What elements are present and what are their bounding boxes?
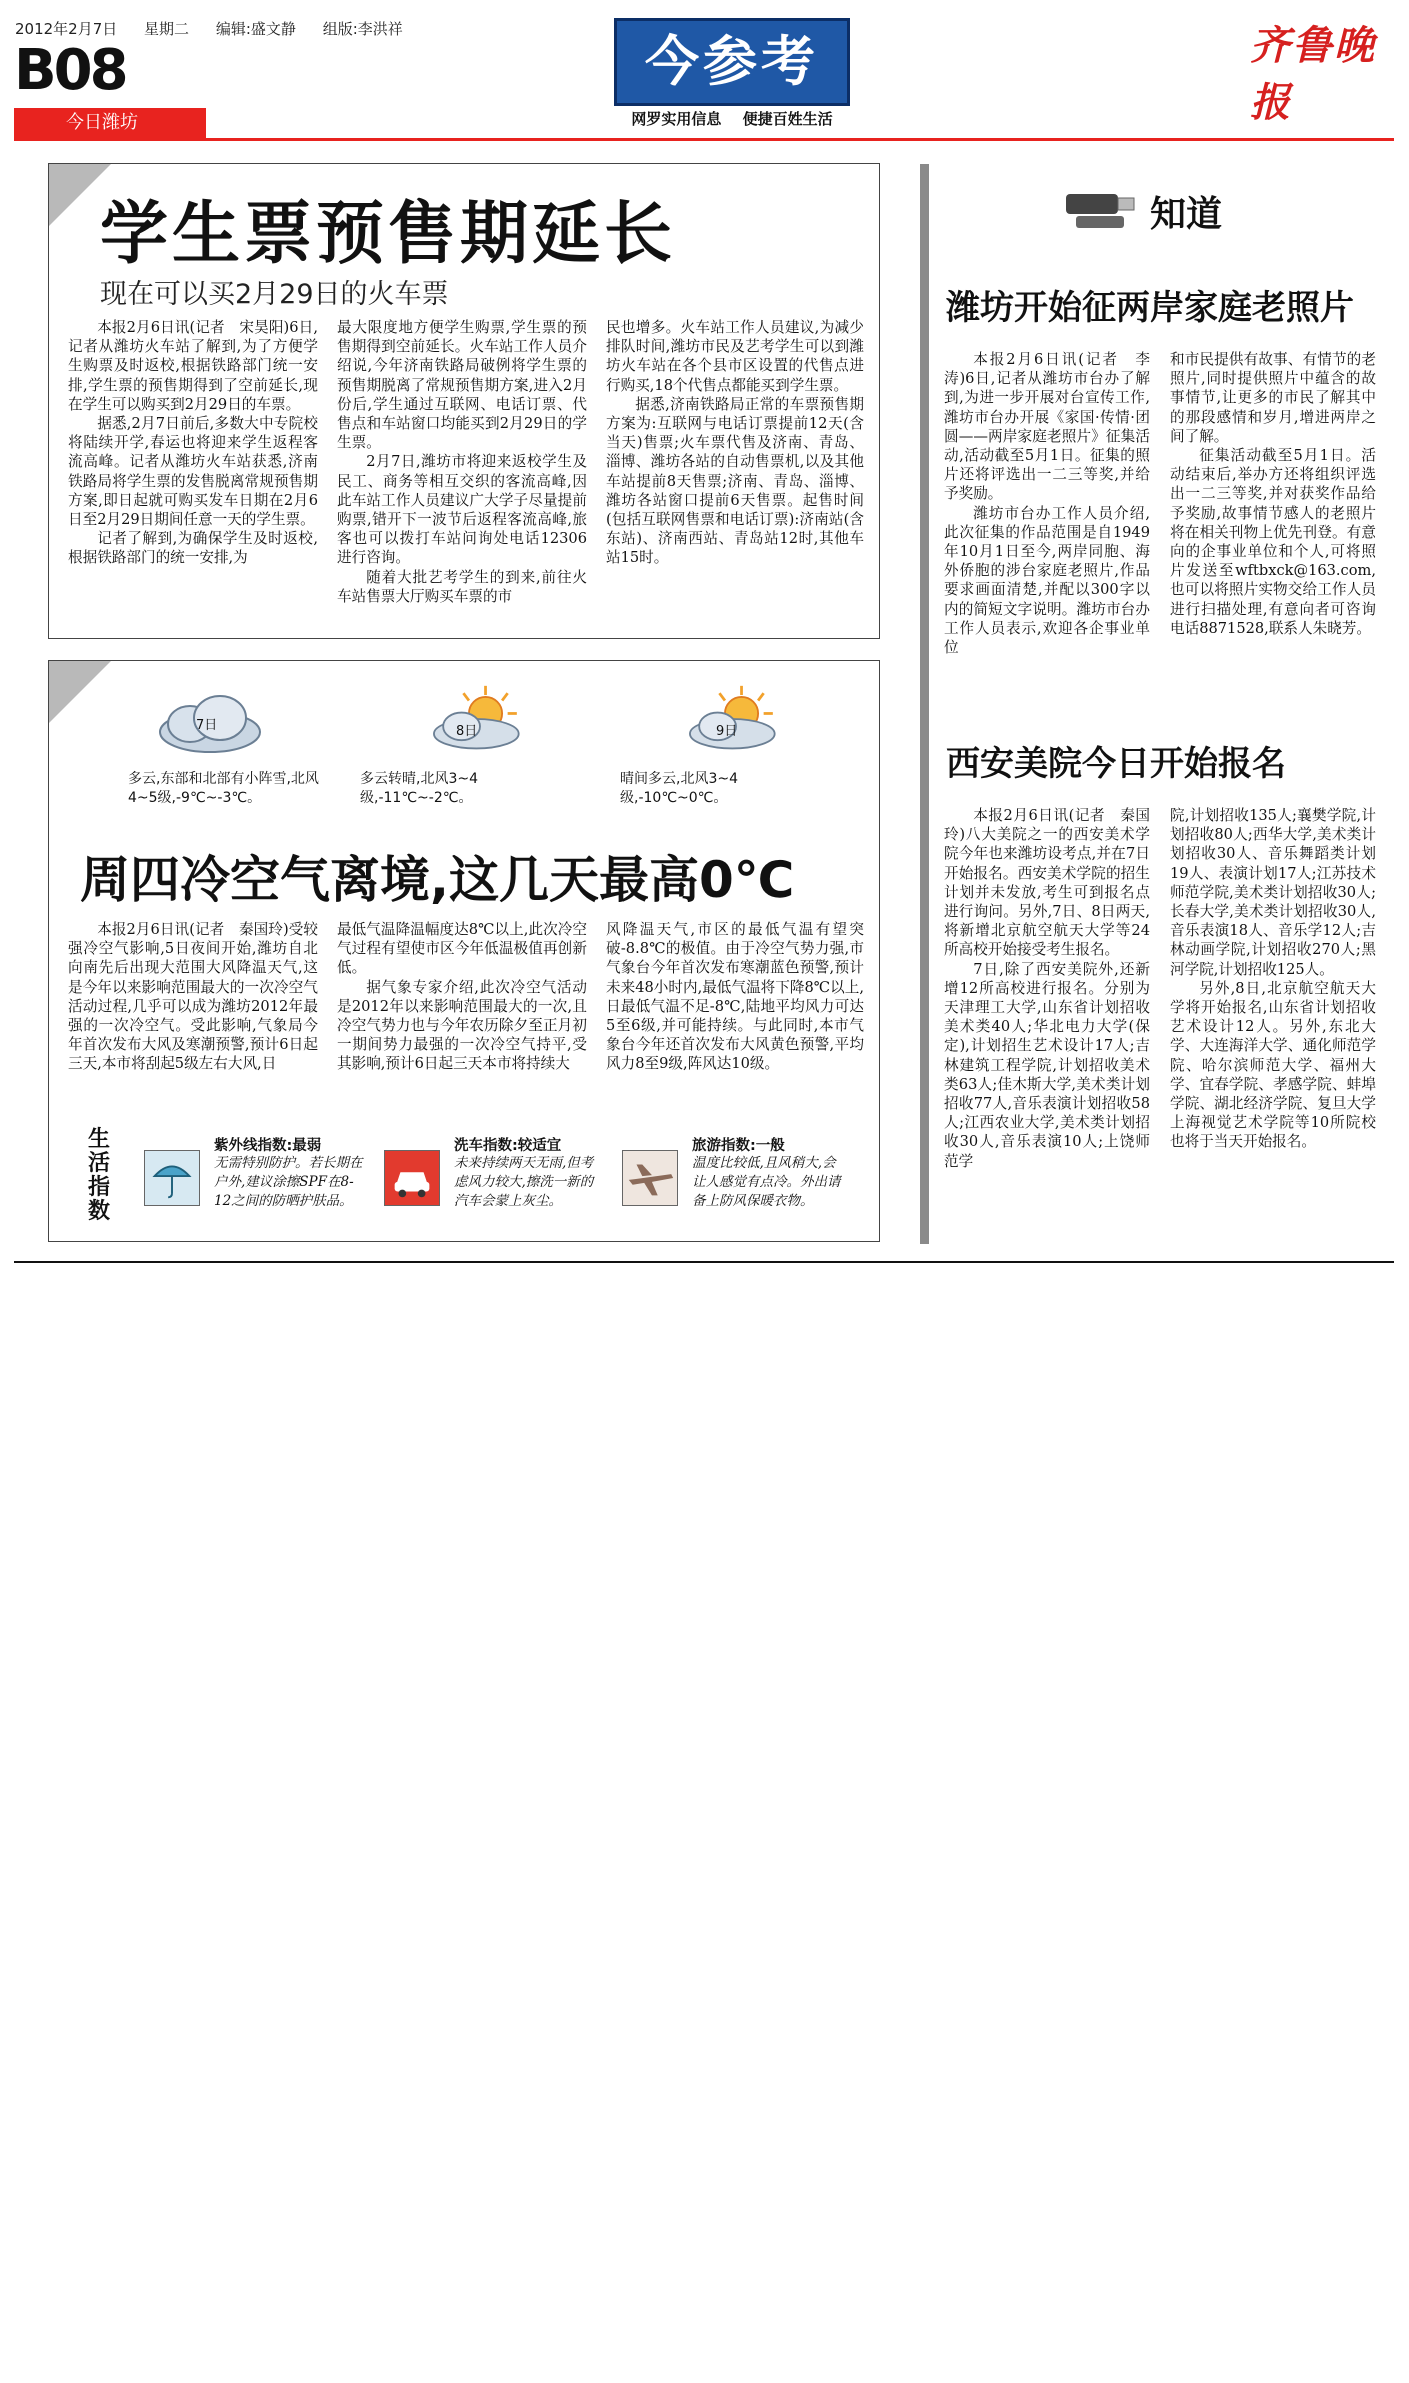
- article2-column-1: [68, 920, 318, 1074]
- article1-column-1: [68, 318, 318, 568]
- weather-day-label: 7日: [196, 718, 218, 733]
- paragraph: 院,计划招收135人;襄樊学院,计划招收80人;西华大学,美术类计划招收30人、音乐舞蹈类计划19人、表演计划17人;江苏技术师范学院,美术类计划招收30人;长春大学,美术类计划招收30人,音乐表演18人、音乐学12人;吉林动画学院,计划招收270人;黑河学院,计划招收125人。: [1170, 807, 1376, 978]
- carwash-index-text: 未来持续两天无雨,但考虑风力较大,擦洗一新的汽车会蒙上灰尘。: [454, 1155, 594, 1209]
- section-rule: [14, 138, 1394, 141]
- paragraph: 最低气温降温幅度达8℃以上,此次冷空气过程有望使市区今年低温极值再创新低。: [337, 921, 587, 977]
- header-meta: [15, 18, 425, 39]
- umbrella-icon: [144, 1150, 200, 1206]
- usb-drive-icon: [1062, 184, 1142, 234]
- column-slogan-1: 网罗实用信息: [631, 110, 722, 128]
- carwash-index-title: 洗车指数:较适宜: [454, 1138, 562, 1154]
- newspaper-masthead: 齐鲁晚报: [1250, 22, 1376, 126]
- weather-forecast-text: 晴间多云,北风3~4级,-10℃~0℃。: [620, 771, 738, 806]
- issue-date: 2012年2月7日: [15, 20, 118, 38]
- article1-column-2: [337, 318, 587, 606]
- editor-credit: 编辑:盛文静: [215, 20, 296, 38]
- paragraph: 民也增多。火车站工作人员建议,为减少排队时间,潍坊市民及艺考学生可以到潍坊火车站在各个县市区设置的代售点进行购买,18个代售点都能买到学生票。: [606, 319, 864, 394]
- article1-column-3: [606, 318, 864, 568]
- article3-column-2: [1170, 350, 1376, 638]
- uv-index-title: 紫外线指数:最弱: [214, 1138, 322, 1154]
- column-slogan: [614, 108, 850, 129]
- weather-day-label: 8日: [456, 724, 478, 739]
- paragraph: 和市民提供有故事、有情节的老照片,同时提供照片中蕴含的故事情节,让更多的市民了解其中的那段感情和岁月,增进两岸之间了解。: [1170, 351, 1376, 445]
- weather-forecast-text: 多云,东部和北部有小阵雪,北风4~5级,-9℃~-3℃。: [128, 771, 319, 806]
- paragraph: 记者了解到,为确保学生及时返校,根据铁路部门的统一安排,为: [68, 530, 318, 567]
- column-slogan-2: 便捷百姓生活: [742, 110, 833, 128]
- paragraph: 潍坊市台办工作人员介绍,此次征集的作品范围是自1949年10月1日至今,两岸同胞、海外侨胞的涉台家庭老照片,作品要求画面清楚,并配以300字以内的简短文字说明。潍坊市台办工作人员表示,欢迎各企事业单位: [944, 504, 1150, 657]
- section-tab: 今日潍坊: [14, 108, 206, 138]
- article4-column-1: [944, 806, 1150, 1171]
- article2-column-2: [337, 920, 587, 1074]
- right-column-rule: [920, 164, 929, 1244]
- travel-index-text: 温度比较低,且风稍大,会让人感觉有点冷。外出请备上防风保暖衣物。: [692, 1155, 841, 1209]
- page-number: B08: [14, 38, 126, 103]
- paragraph: 另外,8日,北京航空航天大学将开始报名,山东省计划招收艺术设计12人。另外,东北大学、大连海洋大学、通化师范学院、哈尔滨师范大学、福州大学、宜春学院、孝感学院、蚌埠学院、湖北经济学院、复旦大学上海视觉艺术学院等10所院校也将于当天开始报名。: [1170, 979, 1376, 1151]
- page-bottom-rule: [14, 1261, 1394, 1263]
- corner-decoration: [49, 661, 111, 723]
- issue-weekday: 星期二: [144, 20, 190, 38]
- column-logo: 今参考: [614, 18, 850, 106]
- paragraph: 本报2月6日讯(记者 秦国玲)八大美院之一的西安美术学院今年也来潍坊设考点,并在7日开始报名。西安美术学院的招生计划并未发放,考生可到报名点进行询问。另外,7日、8日两天,将新增北京航空航天大学等24所高校开始接受考生报名。: [944, 807, 1150, 959]
- life-index-label: 生活指数: [88, 1127, 111, 1224]
- paragraph: 随着大批艺考学生的到来,前往火车站售票大厅购买车票的市: [337, 568, 587, 605]
- article1-subtitle: 现在可以买2月29日的火车票: [100, 279, 449, 310]
- layout-credit: 组版:李洪祥: [322, 20, 403, 38]
- paragraph: 本报2月6日讯(记者 李涛)6日,记者从潍坊市台办了解到,为进一步开展对台宣传工作,潍坊市台办开展《家国·传情·团圆——两岸家庭老照片》征集活动,活动截至5月1日。征集的照片还将评选出一二三等奖,并给予奖励。: [944, 351, 1150, 503]
- article4-column-2: [1170, 806, 1376, 1152]
- paragraph: 据悉,济南铁路局正常的车票预售期方案为:互联网与电话订票提前12天(含当天)售票;火车票代售及济南、青岛、淄博、潍坊各站的自动售票机,以及其他车站提前8天售票;济南、青岛、淄博、潍坊各站窗口提前6天售票。起售时间(包括互联网售票和电话订票):济南站(含东站)、济南西站、青岛站12时,其他车站15时。: [606, 395, 864, 567]
- paragraph: 最大限度地方便学生购票,学生票的预售期得到空前延长。火车站工作人员介绍说,今年济南铁路局破例将学生票的预售期脱离了常规预售期方案,进入2月份后,学生通过互联网、电话订票、代售点和车站窗口均能买到2月29日的学生票。: [337, 319, 587, 452]
- article1-title: 学生票预售期延长: [100, 195, 677, 274]
- article2-title: 周四冷空气离境,这几天最高0℃: [80, 851, 795, 909]
- plane-icon: [622, 1150, 678, 1206]
- paragraph: 本报2月6日讯(记者 秦国玲)受较强冷空气影响,5日夜间开始,潍坊自北向南先后出现大范围大风降温天气,这是今年以来影响范围最大的一次冷空气活动过程,几乎可以成为潍坊2012年最强的一次冷空气。受此影响,气象局今年首次发布大风及寒潮预警,预计6日起三天,本市将刮起5级左右大风,日: [68, 921, 318, 1073]
- travel-index-title: 旅游指数:一般: [692, 1138, 785, 1154]
- paragraph: 风降温天气,市区的最低气温有望突破-8.8℃的极值。由于冷空气势力强,市气象台今年首次发布寒潮蓝色预警,预计未来48小时内,最低气温将下降8℃以上,日最低气温不足-8℃,陆地平均风力可达5至6级,并可能持续。与此同时,本市气象台今年还首次发布大风黄色预警,平均风力8至9级,阵风达10级。: [606, 921, 864, 1073]
- weather-forecast-text: 多云转晴,北风3~4级,-11℃~-2℃。: [360, 771, 478, 806]
- paragraph: 据气象专家介绍,此次冷空气活动是2012年以来影响范围最大的一次,且冷空气势力也与今年农历除夕至正月初一期间势力最强的一次冷空气持平,受其影响,预计6日起三天本市将持续大: [337, 978, 587, 1073]
- zhidao-banner: 知道: [1150, 194, 1223, 235]
- article3-title: 潍坊开始征两岸家庭老照片: [946, 288, 1354, 328]
- sun-cloud-icon: [676, 684, 796, 754]
- article2-column-3: [606, 920, 864, 1074]
- sun-cloud-icon: [420, 684, 540, 754]
- uv-index-text: 无需特别防护。若长期在户外,建议涂擦SPF在8-12之间的防晒护肤品。: [214, 1155, 363, 1209]
- article3-column-1: [944, 350, 1150, 657]
- article4-title: 西安美院今日开始报名: [946, 744, 1286, 784]
- paragraph: 据悉,2月7日前后,多数大中专院校将陆续开学,春运也将迎来学生返程客流高峰。记者从潍坊火车站获悉,济南铁路局将学生票的发售脱离常规预售期方案,即日起就可购买发车日期在2月6日至2月29日期间任意一天的学生票。: [68, 415, 318, 529]
- paragraph: 本报2月6日讯(记者 宋昊阳)6日,记者从潍坊火车站了解到,为了方便学生购票及时返校,根据铁路部门统一安排,学生票的预售期得到了空前延长,现在学生可以购买到2月29日的车票。: [68, 319, 318, 413]
- paragraph: 征集活动截至5月1日。活动结束后,举办方还将组织评选出一二三等奖,并对获奖作品给予奖励,故事情节感人的老照片将在相关刊物上优先刊登。有意向的企事业单位和个人,可将照片发送至wftbxck@163.com,也可以将照片实物交给工作人员进行扫描处理,有意向者可咨询电话8871528,联系人朱晓芳。: [1170, 447, 1376, 637]
- paragraph: 7日,除了西安美院外,还新增12所高校进行报名。分别为天津理工大学,山东省计划招收美术类40人;华北电力大学(保定),计划招生艺术设计17人;吉林建筑工程学院,计划招收美术类63人;佳木斯大学,美术类计划招收77人,音乐表演计划招收58人;江西农业大学,美术类计划招收30人,音乐表演10人;上饶师范学: [944, 960, 1150, 1170]
- car-icon: [384, 1150, 440, 1206]
- weather-day-label: 9日: [716, 724, 738, 739]
- paragraph: 2月7日,潍坊市将迎来返校学生及民工、商务等相互交织的客流高峰,因此车站工作人员建议广大学子尽量提前购票,错开下一波节后返程客流高峰,旅客也可以拨打车站问询处电话12306进行咨询。: [337, 453, 587, 567]
